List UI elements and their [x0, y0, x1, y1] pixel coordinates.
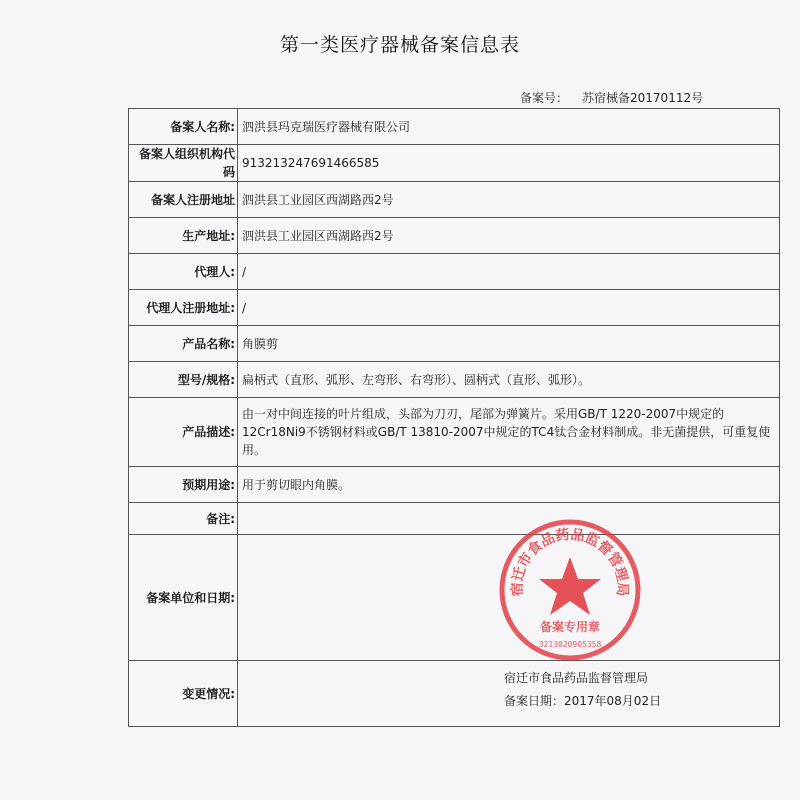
approving-authority: 宿迁市食品药品监督管理局 — [504, 670, 649, 685]
reg-address-label: 备案人注册地址 — [129, 182, 238, 218]
row-intended-use — [129, 467, 780, 503]
agent-value: / — [238, 254, 780, 290]
prod-address-value: 泗洪县工业园区西湖路西2号 — [238, 218, 780, 254]
row-org-code — [129, 145, 780, 182]
seal-arc-textpath: 宿迁市食品药品监督管理局 — [509, 526, 631, 597]
agent-address-value: / — [238, 290, 780, 326]
prod-address-label: 生产地址: — [129, 218, 238, 254]
row-prod-address — [129, 218, 780, 254]
record-number-value: 苏宿械备20170112号 — [582, 91, 704, 105]
filer-name-label: 备案人名称: — [129, 109, 238, 145]
record-number — [520, 89, 703, 106]
org-code-label: 备案人组织机构代码 — [129, 145, 238, 182]
agent-label: 代理人: — [129, 254, 238, 290]
org-code-value: 913213247691466585 — [238, 145, 780, 182]
reg-address-value: 泗洪县工业园区西湖路西2号 — [238, 182, 780, 218]
row-reg-address — [129, 182, 780, 218]
unit-date-label: 备案单位和日期: — [129, 535, 238, 661]
record-date: 备案日期：2017年08月02日 — [504, 693, 662, 708]
model-spec-value: 扁柄式（直形、弧形、左弯形、右弯形）、圆柄式（直形、弧形）。 — [238, 362, 780, 398]
record-info-table — [128, 108, 780, 727]
row-agent-address — [129, 290, 780, 326]
product-desc-label: 产品描述: — [129, 398, 238, 467]
product-name-value: 角膜剪 — [238, 326, 780, 362]
document-title: 第一类医疗器械备案信息表 — [279, 34, 520, 56]
seal-code: 3213020905358 — [538, 640, 602, 649]
star-icon — [539, 557, 601, 615]
model-spec-label: 型号/规格: — [129, 362, 238, 398]
row-product-name — [129, 326, 780, 362]
seal-subtext: 备案专用章 — [539, 620, 601, 634]
product-desc-value: 由一对中间连接的叶片组成，头部为刀刃，尾部为弹簧片。采用GB/T 1220-2007中规定的12Cr18Ni9不锈钢材料或GB/T 13810-2007中规定的TC4钛合金材料制成。非无菌提供，可重复使用。 — [238, 398, 780, 467]
row-change — [129, 661, 780, 727]
product-name-label: 产品名称: — [129, 326, 238, 362]
row-model-spec — [129, 362, 780, 398]
change-label: 变更情况: — [129, 661, 238, 727]
row-remark — [129, 503, 780, 535]
intended-use-value: 用于剪切眼内角膜。 — [238, 467, 780, 503]
row-unit-date — [129, 535, 780, 661]
row-agent — [129, 254, 780, 290]
record-number-label: 备案号： — [520, 91, 569, 105]
row-filer-name — [129, 109, 780, 145]
filer-name-value: 泗洪县玛克瑞医疗器械有限公司 — [238, 109, 780, 145]
intended-use-label: 预期用途: — [129, 467, 238, 503]
remark-label: 备注: — [129, 503, 238, 535]
agent-address-label: 代理人注册地址: — [129, 290, 238, 326]
row-product-desc — [129, 398, 780, 467]
official-seal — [495, 515, 645, 665]
